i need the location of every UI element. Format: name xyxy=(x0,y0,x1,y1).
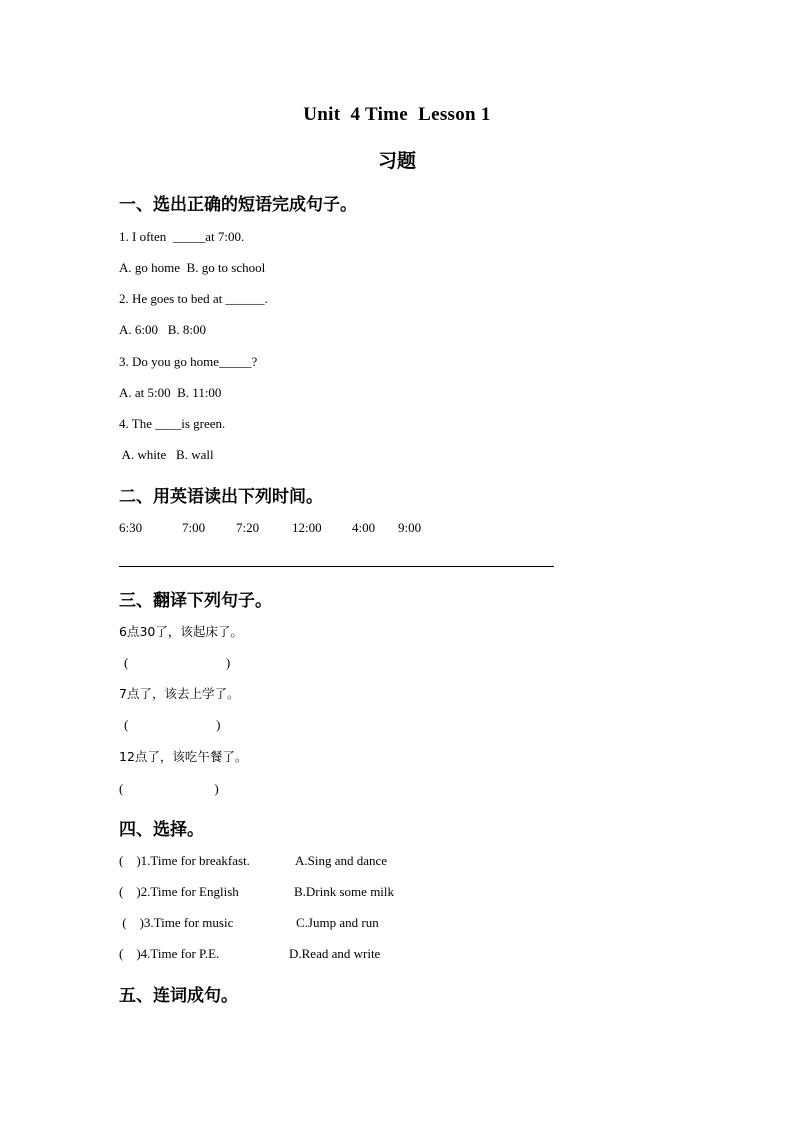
question-1: 1. I often _____at 7:00. xyxy=(119,229,245,244)
answer-line xyxy=(119,566,554,567)
match-row-right: D.Read and write xyxy=(289,946,381,961)
translate-sentence-3: 12点了，该吃午餐了。 xyxy=(119,749,248,764)
match-row-left: ( )4.Time for P.E. xyxy=(119,946,220,961)
question-4-options: A. white B. wall xyxy=(119,447,214,462)
time-item: 6:30 xyxy=(119,520,143,535)
translate-sentence-1: 6点30了，该起床了。 xyxy=(119,624,243,639)
section-4-heading: 四、选择。 xyxy=(119,820,204,840)
question-3: 3. Do you go home_____? xyxy=(119,354,258,369)
match-row-left: ( )3.Time for music xyxy=(119,915,234,930)
question-1-options: A. go home B. go to school xyxy=(119,260,266,275)
section-5-heading: 五、连词成句。 xyxy=(119,986,238,1006)
page-title: Unit 4 Time Lesson 1 xyxy=(303,104,491,125)
match-row-right: B.Drink some milk xyxy=(294,884,395,899)
time-item: 7:00 xyxy=(182,520,206,535)
question-4: 4. The ____is green. xyxy=(119,416,226,431)
match-row-left: ( )2.Time for English xyxy=(119,884,239,899)
time-item: 12:00 xyxy=(292,520,322,535)
translate-answer-2: ( ) xyxy=(124,717,221,732)
question-2-options: A. 6:00 B. 8:00 xyxy=(119,322,207,337)
match-row-left: ( )1.Time for breakfast. xyxy=(119,853,250,868)
translate-sentence-2: 7点了，该去上学了。 xyxy=(119,686,240,701)
match-row-right: A.Sing and dance xyxy=(295,853,388,868)
page-subtitle: 习题 xyxy=(377,150,416,172)
section-3-heading: 三、翻译下列句子。 xyxy=(119,591,272,611)
time-item: 4:00 xyxy=(352,520,376,535)
time-item: 7:20 xyxy=(236,520,260,535)
question-2: 2. He goes to bed at ______. xyxy=(119,291,268,306)
match-row-right: C.Jump and run xyxy=(296,915,379,930)
section-2-heading: 二、用英语读出下列时间。 xyxy=(119,487,323,507)
translate-answer-1: ( ) xyxy=(124,655,231,670)
question-3-options: A. at 5:00 B. 11:00 xyxy=(119,385,222,400)
translate-answer-3: ( ) xyxy=(119,781,219,796)
time-item: 9:00 xyxy=(398,520,422,535)
section-1-heading: 一、选出正确的短语完成句子。 xyxy=(119,195,357,215)
